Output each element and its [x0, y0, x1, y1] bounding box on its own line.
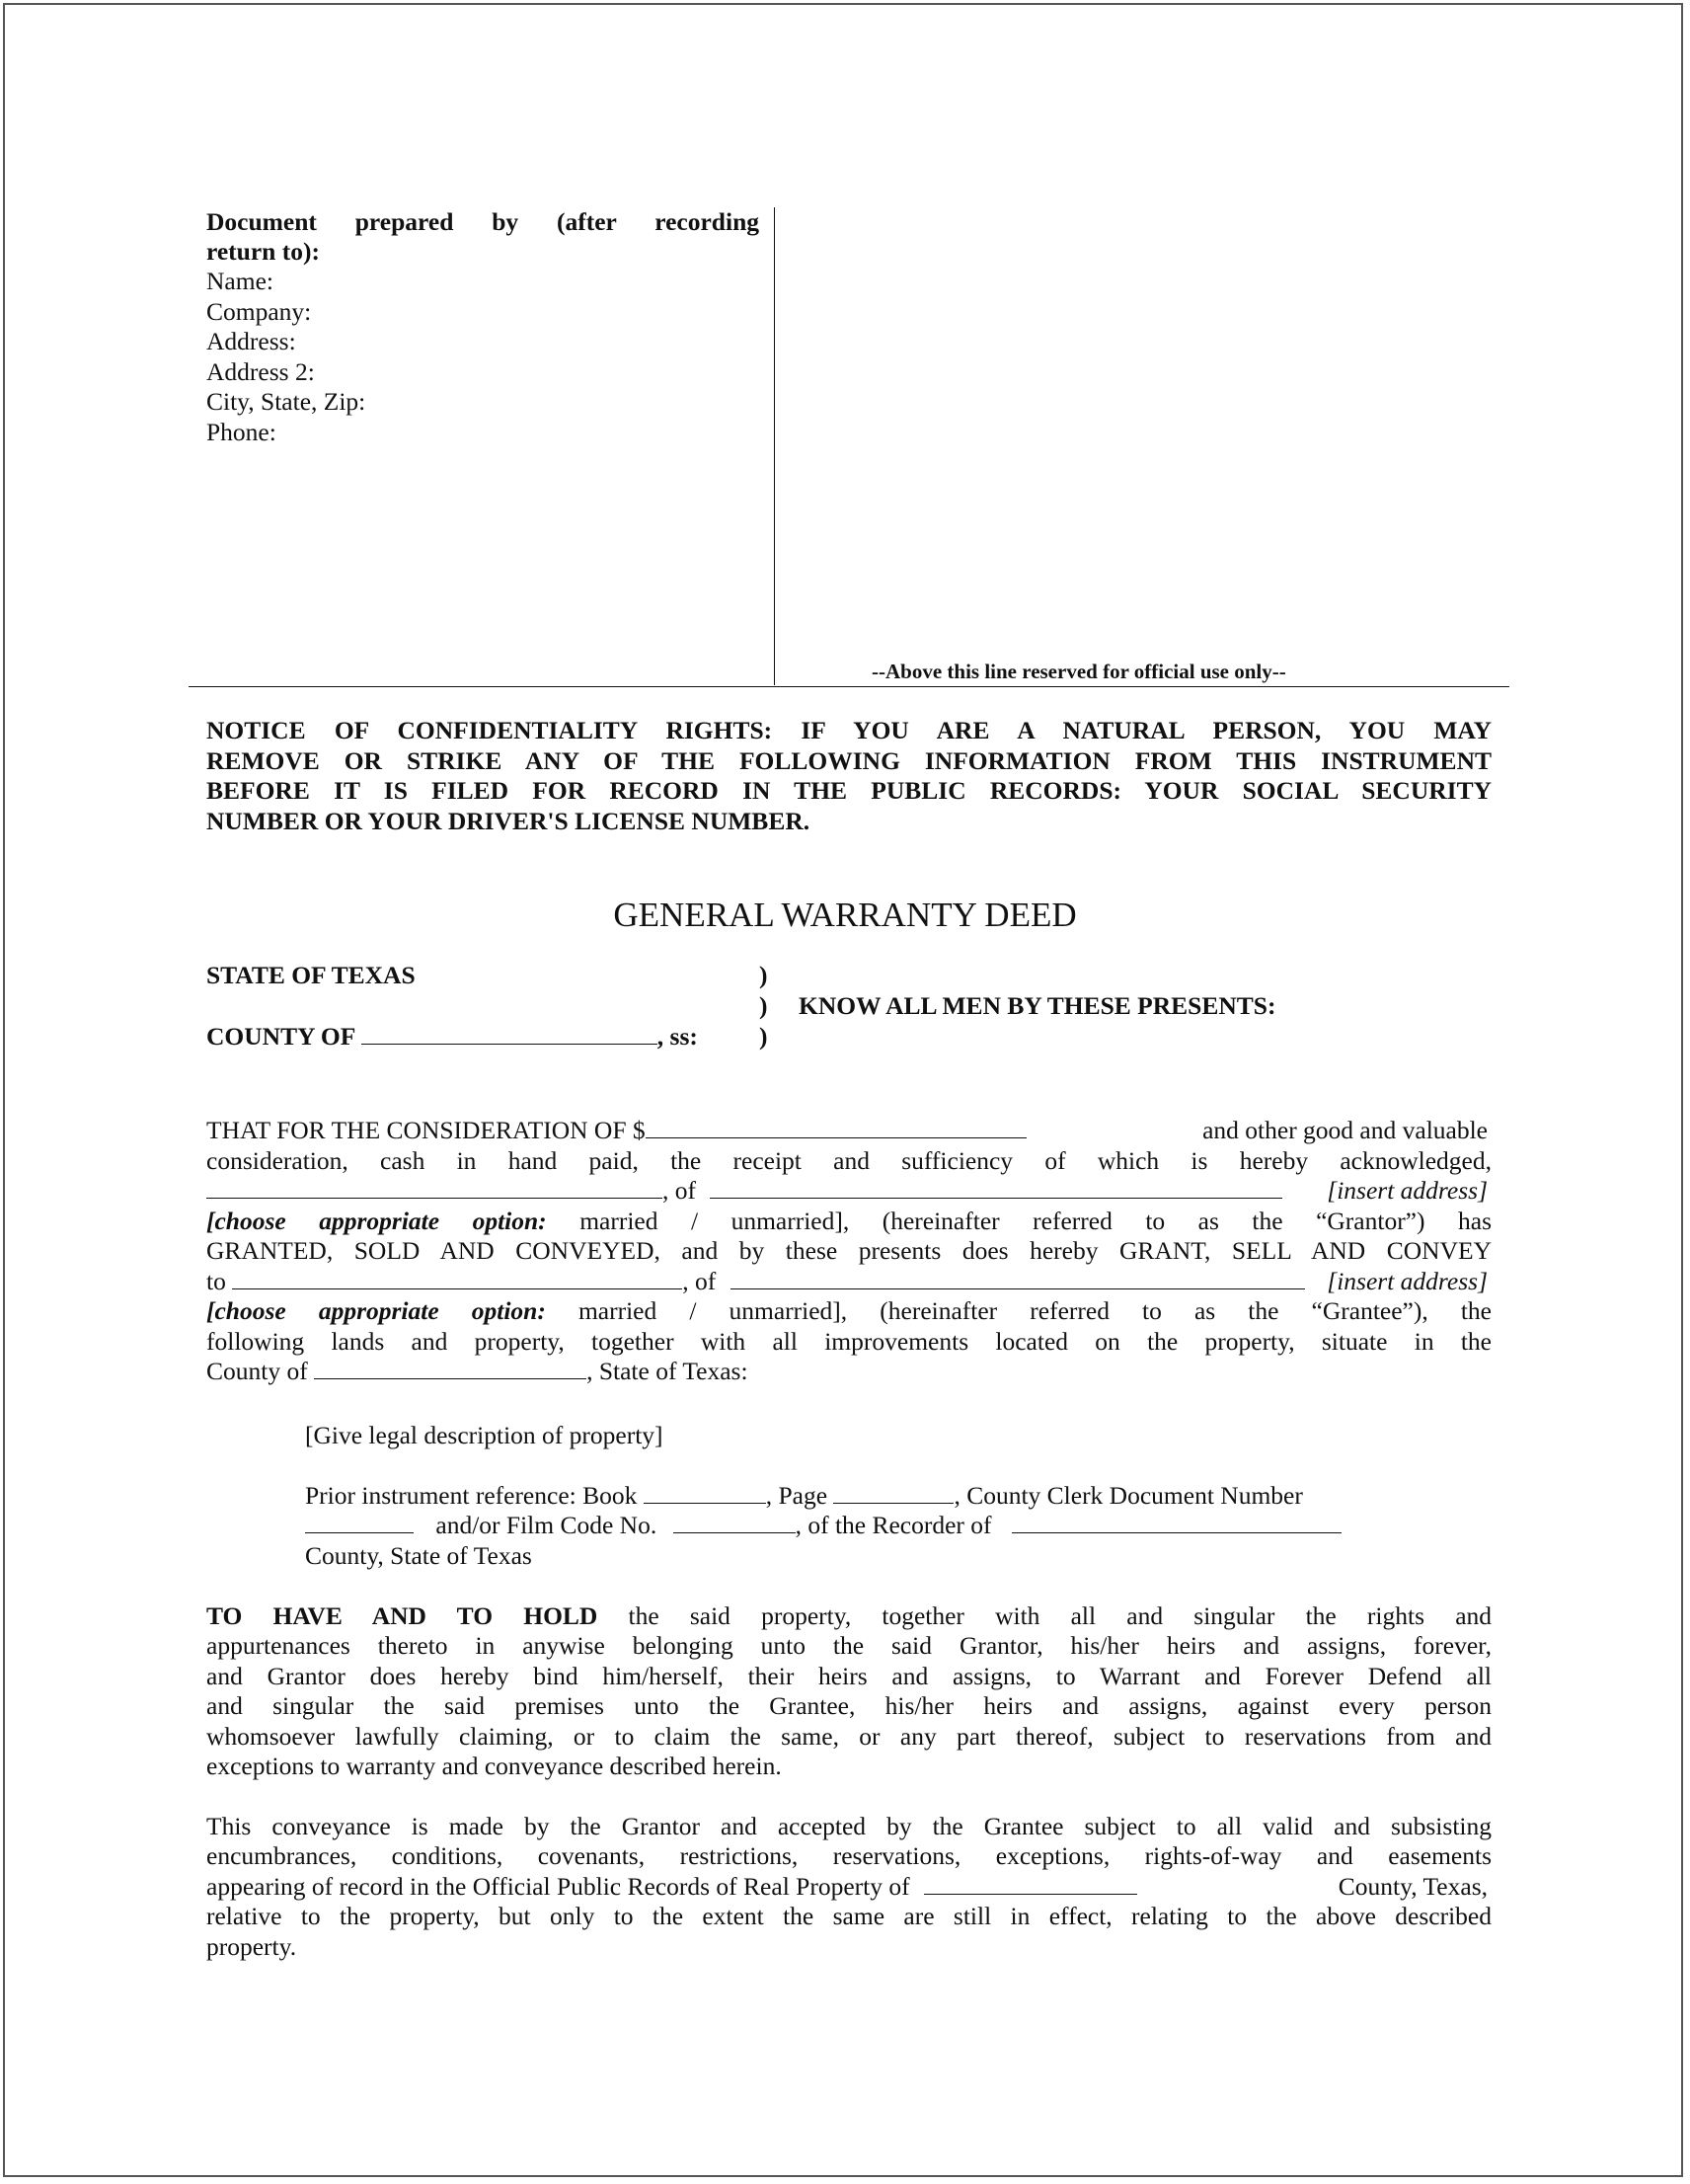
- film-code-line: [305, 1511, 1342, 1541]
- habendum-line-4: and singular the said premises unto the Grantee, his/her heirs and assigns, against every person: [206, 1691, 1492, 1720]
- notice-line-3: BEFORE IT IS FILED FOR RECORD IN THE PUBLIC RECORDS: YOUR SOCIAL SECURITY: [206, 776, 1492, 805]
- grantor-marital-line: [206, 1207, 1492, 1237]
- notice-line-1: NOTICE OF CONFIDENTIALITY RIGHTS: IF YOU ARE A NATURAL PERSON, YOU MAY: [206, 716, 1492, 744]
- company-label: Company:: [206, 297, 312, 326]
- deed-page: [3, 3, 1683, 2177]
- film-code-label: and/or Film Code No.: [435, 1511, 657, 1539]
- habendum-line-5: whomsoever lawfully claiming, or to claim the same, or any part thereof, subject to reservations from and: [206, 1722, 1492, 1751]
- county-texas-suffix: County, Texas,: [1338, 1872, 1488, 1901]
- film-code-blank[interactable]: [673, 1511, 796, 1533]
- conveyance-line-3: [206, 1872, 1137, 1903]
- grantor-address-blank[interactable]: [710, 1176, 1282, 1199]
- grantee-address-blank[interactable]: [730, 1267, 1305, 1289]
- recorder-county-blank[interactable]: [1012, 1511, 1342, 1533]
- grantee-of-label: , of: [682, 1267, 717, 1295]
- recording-divider-vertical: [774, 207, 775, 685]
- official-records-county-blank[interactable]: [924, 1872, 1137, 1895]
- consideration-line-8: following lands and property, together with all improvements located on the property, situate in the: [206, 1327, 1492, 1356]
- address-label: Address:: [206, 327, 296, 355]
- habendum-line-1-text: the said property, together with all and singular the rights and: [628, 1601, 1493, 1630]
- notice-line-4: NUMBER OR YOUR DRIVER'S LICENSE NUMBER.: [206, 807, 810, 835]
- official-records-label: appearing of record in the Official Public Records of Real Property of: [206, 1872, 910, 1901]
- prior-instrument-line: [305, 1481, 1303, 1512]
- address2-label: Address 2:: [206, 357, 315, 386]
- habendum-line-2: appurtenances thereto in anywise belonging unto the said Grantor, his/her heirs and assigns, forever,: [206, 1631, 1492, 1660]
- habendum-line-3: and Grantor does hereby bind him/herself, their heirs and assigns, to Warrant and Forever Defend all: [206, 1662, 1492, 1690]
- county-of-line: [206, 1022, 698, 1053]
- county-state-texas: County, State of Texas: [305, 1541, 532, 1570]
- habendum-line-1: [206, 1601, 1492, 1632]
- doc-number-blank[interactable]: [305, 1511, 414, 1533]
- paren-2: ): [759, 991, 768, 1020]
- paren-1: ): [759, 961, 768, 989]
- county-situate-line: [206, 1357, 748, 1387]
- grantor-name-blank[interactable]: [206, 1176, 662, 1199]
- consideration-amount-label: THAT FOR THE CONSIDERATION OF $: [206, 1116, 646, 1144]
- grantor-line: [206, 1176, 1282, 1207]
- grantee-line: [206, 1267, 1305, 1297]
- county-situate-label: County of: [206, 1357, 308, 1385]
- grantor-of-label: , of: [662, 1176, 696, 1205]
- grantee-marital-line: [206, 1296, 1492, 1327]
- know-all-men: KNOW ALL MEN BY THESE PRESENTS:: [799, 991, 1276, 1020]
- county-situate-blank[interactable]: [314, 1357, 586, 1379]
- grantee-name-blank[interactable]: [232, 1267, 682, 1289]
- consideration-line-2: consideration, cash in hand paid, the receipt and sufficiency of which is hereby acknowledged,: [206, 1146, 1492, 1175]
- city-state-zip-label: City, State, Zip:: [206, 387, 366, 416]
- official-use-note: --Above this line reserved for official use only--: [872, 660, 1286, 683]
- notice-line-2: REMOVE OR STRIKE ANY OF THE FOLLOWING INFORMATION FROM THIS INSTRUMENT: [206, 746, 1492, 775]
- prior-instrument-label: Prior instrument reference: Book: [305, 1481, 638, 1510]
- grantee-choose-option: [choose appropriate option:: [206, 1296, 546, 1325]
- state-of-texas-suffix: , State of Texas:: [586, 1357, 748, 1385]
- county-of-label: COUNTY OF: [206, 1022, 355, 1051]
- grantor-choose-option: [choose appropriate option:: [206, 1207, 547, 1235]
- return-to-label: return to):: [206, 237, 320, 266]
- recorder-label: , of the Recorder of: [795, 1511, 992, 1539]
- book-blank[interactable]: [644, 1481, 766, 1504]
- paren-3: ): [759, 1022, 768, 1051]
- consideration-line-1a: [206, 1116, 1027, 1146]
- grantee-to-label: to: [206, 1267, 226, 1295]
- consideration-line-1b: and other good and valuable: [1202, 1116, 1488, 1144]
- conveyance-line-5: property.: [206, 1932, 297, 1961]
- conveyance-line-1: This conveyance is made by the Grantor and accepted by the Grantee subject to all valid and subsisting: [206, 1812, 1492, 1840]
- consideration-amount-blank[interactable]: [646, 1116, 1027, 1138]
- grantor-marital-text: married / unmarried], (hereinafter referred to as the “Grantor”) has: [579, 1207, 1492, 1235]
- phone-label: Phone:: [206, 418, 276, 446]
- page-title: GENERAL WARRANTY DEED: [613, 896, 1077, 934]
- page-blank[interactable]: [833, 1481, 954, 1504]
- habendum-line-6: exceptions to warranty and conveyance described herein.: [206, 1752, 782, 1780]
- page-label: , Page: [765, 1481, 828, 1510]
- prepared-by-heading: Document prepared by (after recording: [206, 207, 759, 236]
- legal-description: [Give legal description of property]: [305, 1421, 663, 1449]
- grantee-insert-address: [insert address]: [1327, 1267, 1488, 1295]
- to-have-and-to-hold: TO HAVE AND TO HOLD: [206, 1601, 598, 1630]
- name-label: Name:: [206, 267, 273, 295]
- county-clerk-doc-label: , County Clerk Document Number: [954, 1481, 1303, 1510]
- state-of-texas: STATE OF TEXAS: [206, 961, 416, 989]
- recording-divider-horizontal: [189, 686, 1509, 687]
- grantee-marital-text: married / unmarried], (hereinafter referred to as the “Grantee”), the: [577, 1296, 1492, 1325]
- consideration-line-5: GRANTED, SOLD AND CONVEYED, and by these presents does hereby GRANT, SELL AND CONVEY: [206, 1236, 1492, 1265]
- county-blank[interactable]: [361, 1022, 657, 1045]
- ss-label: , ss:: [656, 1022, 698, 1051]
- grantor-insert-address: [insert address]: [1327, 1176, 1488, 1205]
- conveyance-line-4: relative to the property, but only to the extent the same are still in effect, relating to the above described: [206, 1902, 1492, 1930]
- conveyance-line-2: encumbrances, conditions, covenants, restrictions, reservations, exceptions, rights-of-way and easements: [206, 1841, 1492, 1870]
